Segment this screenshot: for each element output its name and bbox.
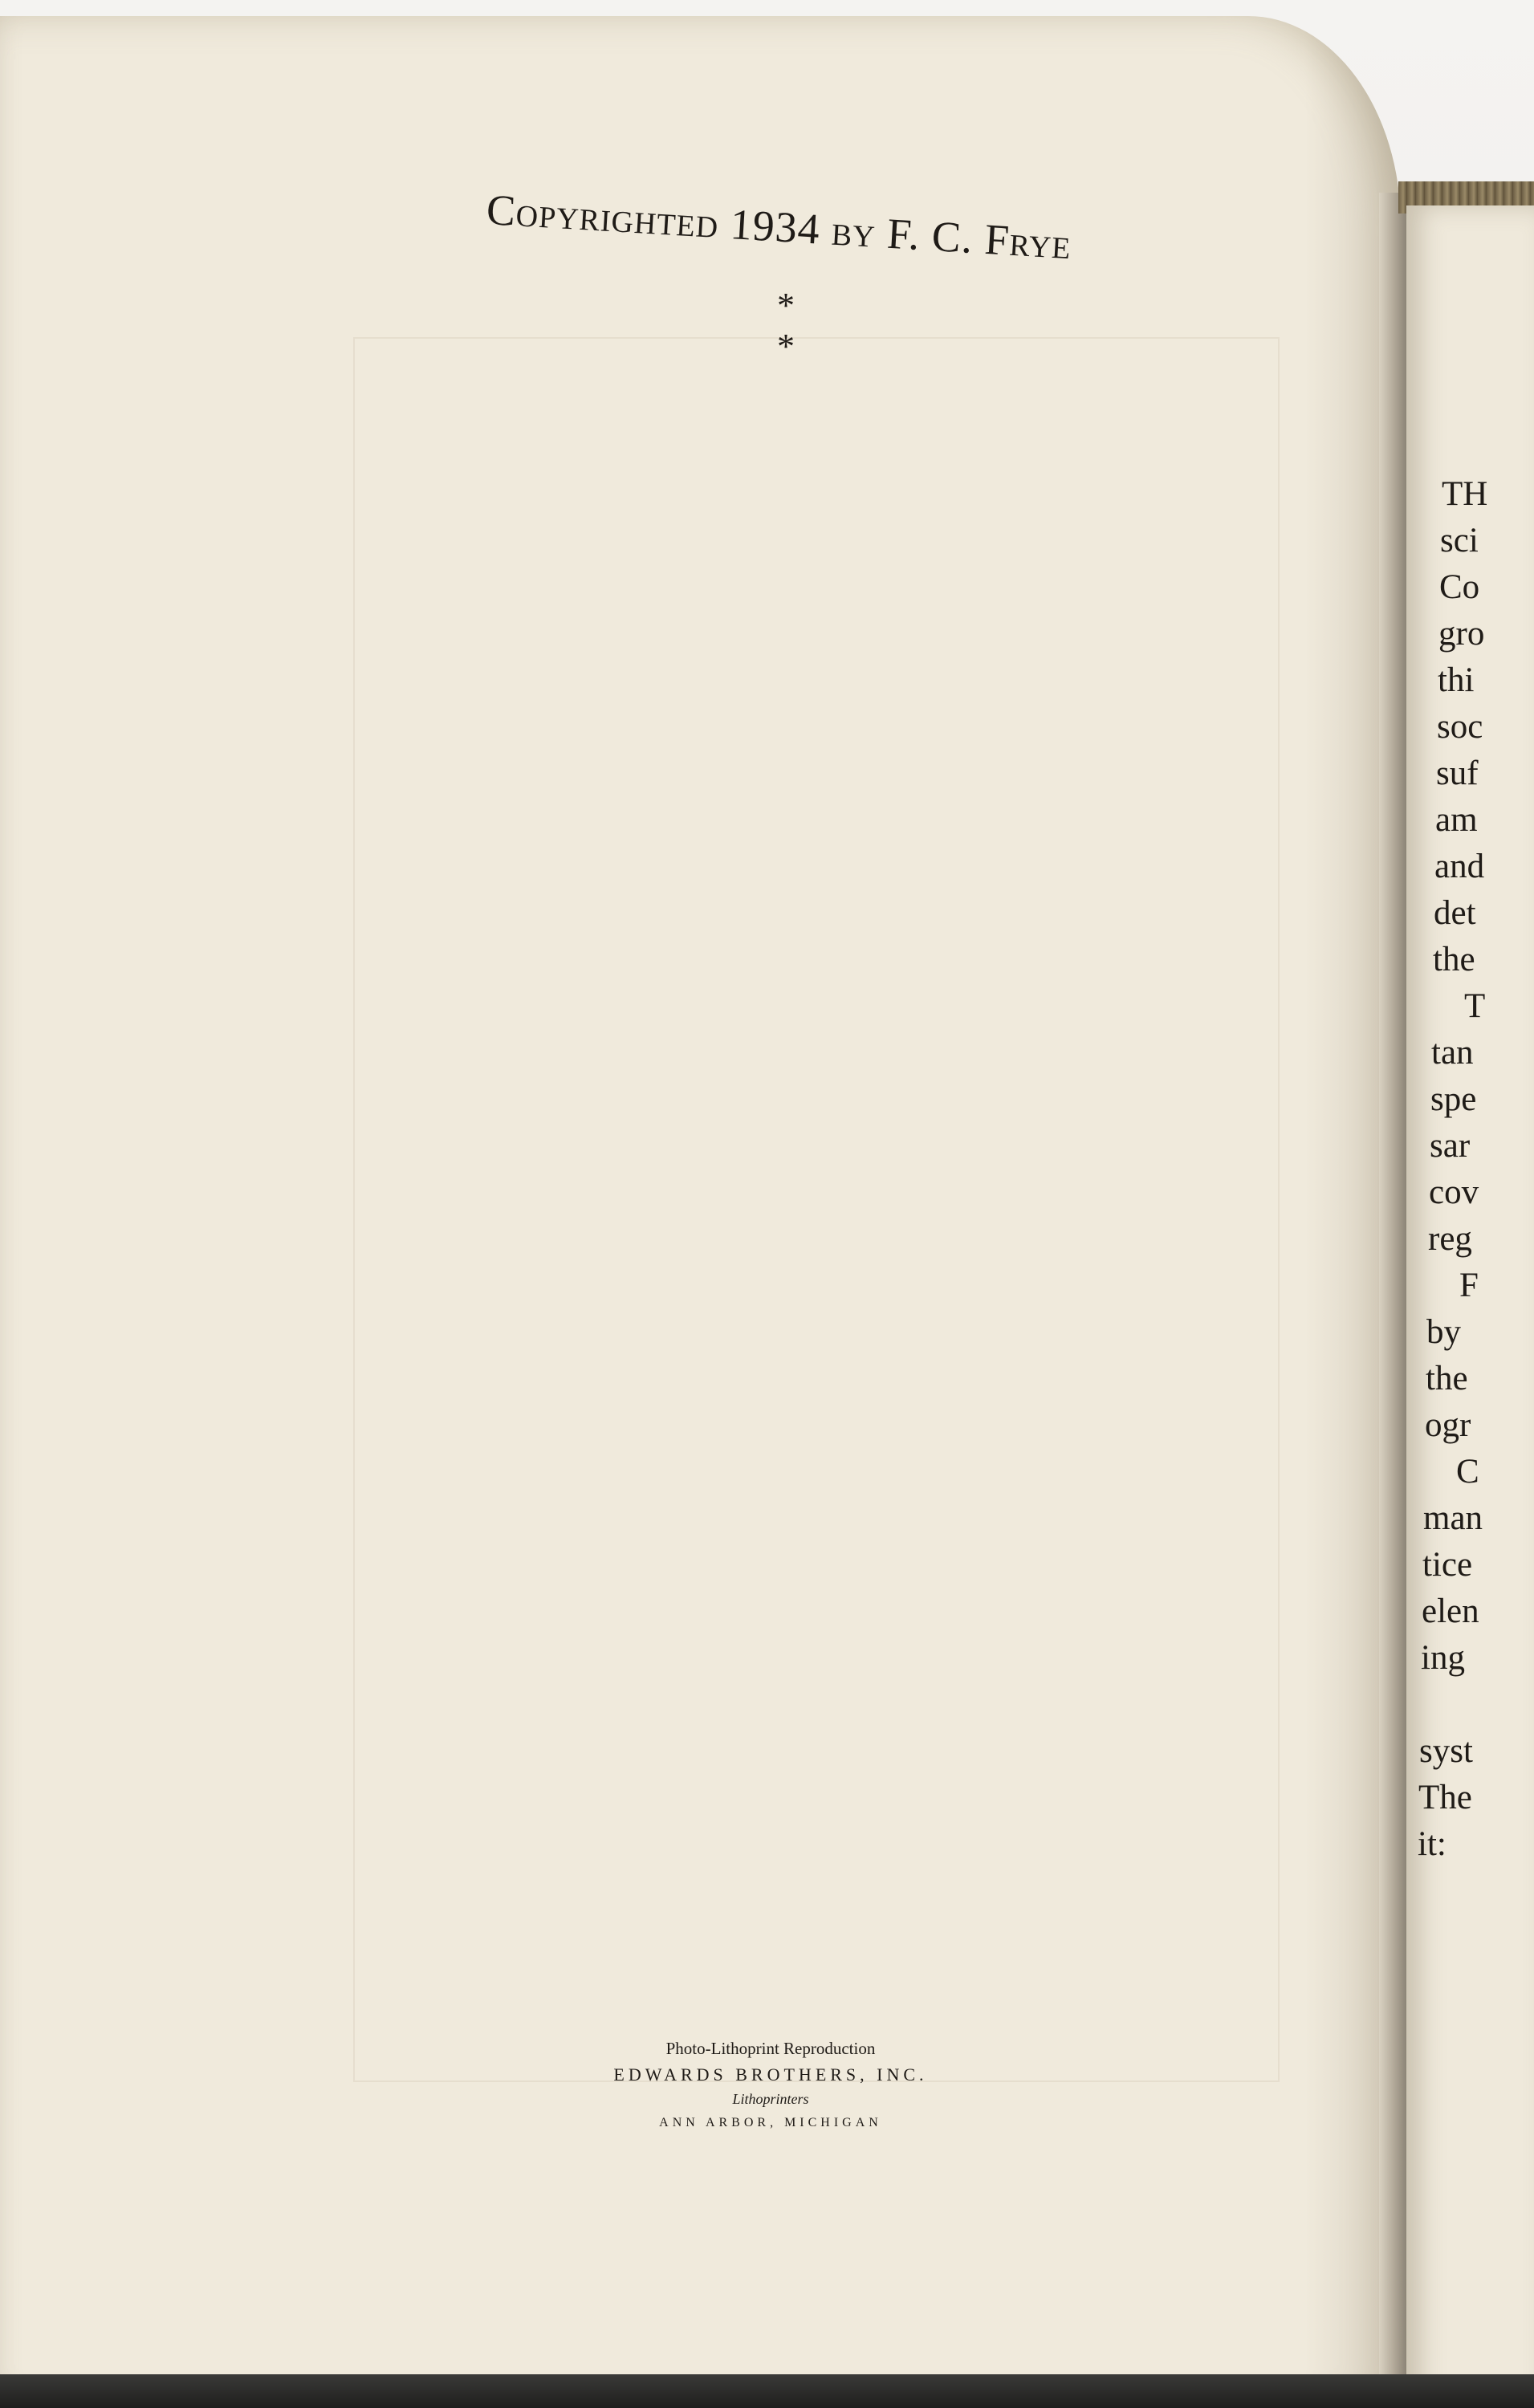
star-ornament: * * [777, 286, 828, 366]
show-through-frame [353, 337, 1280, 2082]
right-line: C [1456, 1453, 1479, 1491]
right-line: Co [1439, 568, 1480, 606]
right-line: det [1434, 894, 1476, 932]
right-line: ogr [1425, 1406, 1471, 1444]
right-line: it: [1418, 1825, 1447, 1863]
book-gutter [1379, 193, 1406, 2408]
right-line: gro [1438, 615, 1485, 653]
right-line: tice [1422, 1546, 1473, 1584]
right-line: sci [1440, 522, 1479, 559]
right-line: syst [1419, 1732, 1473, 1770]
right-line [1435, 1682, 1487, 1728]
right-line: by [1426, 1313, 1461, 1351]
right-line: suf [1436, 755, 1479, 792]
right-line: the [1433, 941, 1475, 978]
right-line: reg [1428, 1220, 1472, 1258]
right-line: tan [1431, 1034, 1474, 1072]
right-line: and [1434, 848, 1485, 885]
right-page-text [1418, 471, 1488, 1868]
right-line: spe [1430, 1080, 1477, 1118]
book-bottom-edge [0, 2374, 1534, 2408]
right-line: man [1423, 1499, 1483, 1537]
right-line: TH [1442, 475, 1488, 513]
imprint-line-1: Photo-Lithoprint Reproduction [665, 2039, 876, 2058]
right-line: the [1426, 1360, 1468, 1397]
imprint-line-3: Lithoprinters [732, 2091, 809, 2107]
right-line: thi [1438, 661, 1475, 699]
imprint-line-4: ANN ARBOR, MICHIGAN [659, 2116, 882, 2129]
imprint-line-2: EDWARDS BROTHERS, INC. [613, 2064, 928, 2085]
right-line: cov [1429, 1173, 1479, 1211]
right-line: T [1464, 987, 1486, 1025]
right-line: F [1459, 1267, 1479, 1304]
right-line: The [1418, 1779, 1472, 1816]
right-line: soc [1437, 708, 1483, 746]
right-line: ing [1421, 1639, 1465, 1677]
right-line: elen [1422, 1592, 1479, 1630]
printer-imprint [562, 2039, 979, 2130]
right-line: am [1435, 801, 1478, 839]
copyright-line: Copyrighted 1934 by F. C. Frye [485, 185, 1073, 269]
right-line: sar [1430, 1127, 1471, 1165]
